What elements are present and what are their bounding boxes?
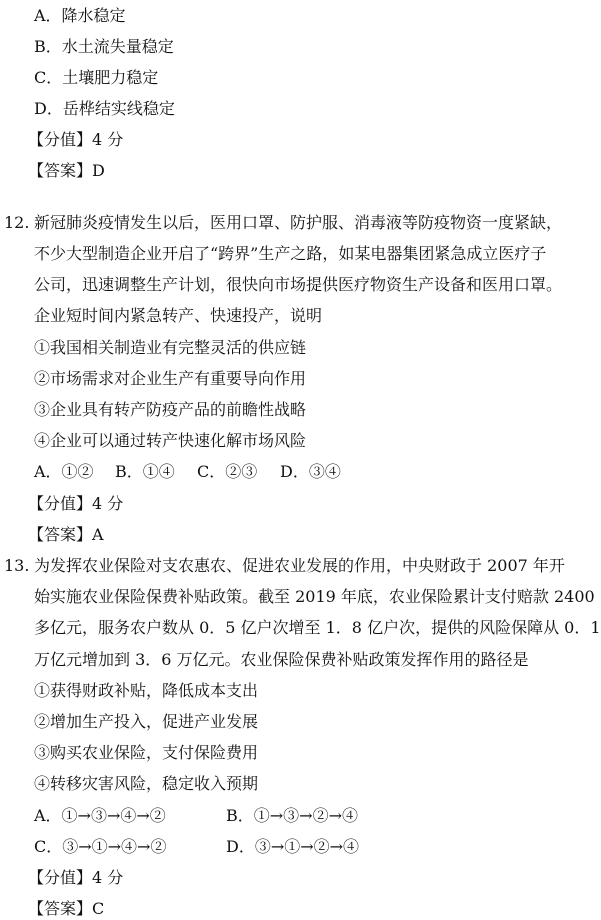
q11-option-d: D．岳桦结实线稳定 <box>34 99 175 118</box>
q12-stem-line-1: 新冠肺炎疫情发生以后，医用口罩、防护服、消毒液等防疫物资一度紧缺， <box>34 213 563 232</box>
q13-statement-2: ②增加生产投入，促进产业发展 <box>34 712 259 731</box>
q12-stem-line-4: 企业短时间内紧急转产、快速投产，说明 <box>34 306 323 325</box>
q12-score: 【分值】4 分 <box>28 494 124 513</box>
q12-number: 12. <box>4 213 30 232</box>
q12-option-a: A．①② <box>34 462 94 481</box>
q13-number: 13. <box>4 556 30 575</box>
q12-stem-line-3: 公司，迅速调整生产计划，很快向市场提供医疗物资生产设备和医用口罩。 <box>34 275 563 294</box>
q13-statement-3: ③购买农业保险，支付保险费用 <box>34 743 259 762</box>
q13-statement-1: ①获得财政补贴，降低成本支出 <box>34 681 259 700</box>
q13-stem-line-2: 始实施农业保险保费补贴政策。截至 2019 年底，农业保险累计支付赔款 2400 <box>34 587 595 606</box>
q13-option-d: D．③→①→②→④ <box>226 837 360 856</box>
q12-option-b: B．①④ <box>115 462 175 481</box>
q13-option-c: C．③→①→④→② <box>34 837 167 856</box>
q13-answer: 【答案】C <box>28 899 105 918</box>
q12-stem-line-2: 不少大型制造企业开启了“跨界”生产之路，如某电器集团紧急成立医疗子 <box>34 244 547 263</box>
q13-stem-line-3: 多亿元，服务农户数从 0．5 亿户次增至 1．8 亿户次，提供的风险保障从 0．1 <box>34 618 601 637</box>
q12-statement-3: ③企业具有转产防疫产品的前瞻性战略 <box>34 400 307 419</box>
q12-statement-1: ①我国相关制造业有完整灵活的供应链 <box>34 338 307 357</box>
q12-statement-2: ②市场需求对企业生产有重要导向作用 <box>34 369 307 388</box>
q13-stem-line-4: 万亿元增加到 3．6 万亿元。农业保险保费补贴政策发挥作用的路径是 <box>34 650 529 669</box>
q13-stem-line-1: 为发挥农业保险对支农惠农、促进农业发展的作用，中央财政于 2007 年开 <box>34 556 565 575</box>
q13-option-b: B．①→③→②→④ <box>226 806 358 825</box>
q12-statement-4: ④企业可以通过转产快速化解市场风险 <box>34 431 307 450</box>
q12-option-c: C．②③ <box>197 462 258 481</box>
q13-statement-4: ④转移灾害风险，稳定收入预期 <box>34 774 259 793</box>
q12-option-d: D．③④ <box>280 462 341 481</box>
q13-score: 【分值】4 分 <box>28 868 124 887</box>
q11-answer: 【答案】D <box>28 161 105 180</box>
q13-option-a: A．①→③→④→② <box>34 806 166 825</box>
q11-option-a: A．降水稳定 <box>34 6 126 25</box>
q11-option-b: B．水土流失量稳定 <box>34 37 174 56</box>
q11-score: 【分值】4 分 <box>28 130 124 149</box>
q11-option-c: C．土壤肥力稳定 <box>34 68 159 87</box>
q12-answer: 【答案】A <box>28 525 104 544</box>
